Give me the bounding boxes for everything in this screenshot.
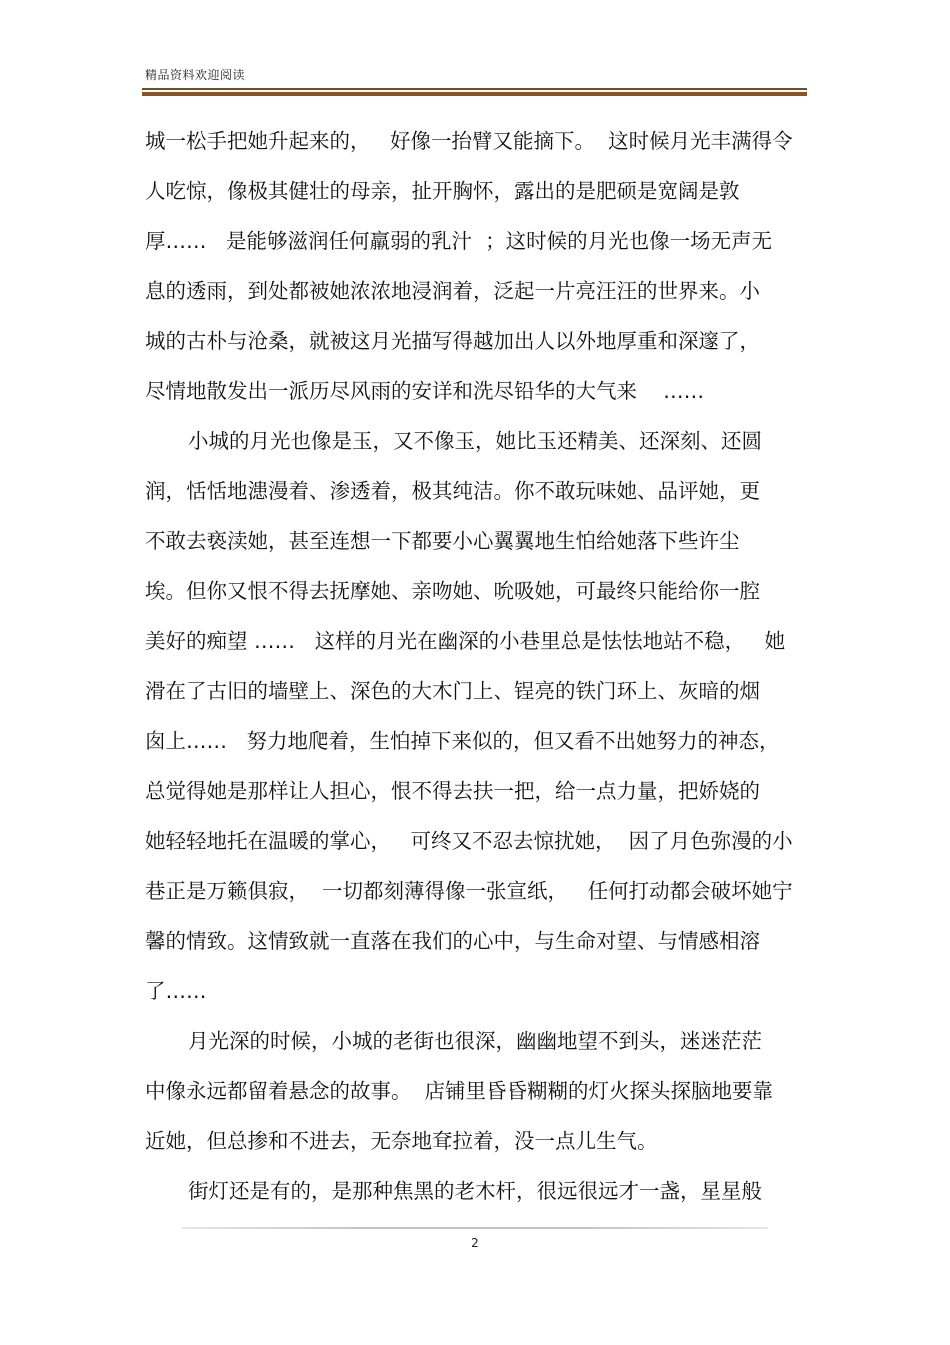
paragraph-start-line: 街灯还是有的，是那种焦黑的老木杆，很远很远才一盏，星星般 — [188, 1179, 762, 1203]
footer-rule — [182, 1227, 768, 1229]
text-line: 滑在了古旧的墙壁上、深色的大木门上、锃亮的铁门环上、灰暗的烟 — [145, 679, 760, 703]
body-text — [145, 122, 805, 1222]
text-line: 息的透雨，到处都被她浓浓地浸润着，泛起一片亮汪汪的世界来。小 — [145, 279, 760, 303]
page-header: 精品资料欢迎阅读 — [145, 68, 246, 82]
text-line: 润，恬恬地漶漫着、渗透着，极其纯洁。你不敢玩味她、品评她，更 — [145, 479, 760, 503]
text-line: 厚…… 是能够滋润任何羸弱的乳汁 ；这时候的月光也像一场无声无 — [145, 229, 773, 253]
text-line: 馨的情致。这情致就一直落在我们的心中，与生命对望、与情感相溶 — [145, 929, 760, 953]
text-line: 她轻轻地托在温暖的掌心， 可终又不忍去惊扰她， 因了月色弥漫的小 — [145, 829, 793, 853]
text-line: 尽情地散发出一派历尽风雨的安详和洗尽铅华的大气来 …… — [145, 379, 705, 403]
header-rule-thick — [142, 92, 807, 96]
text-line: 不敢去亵渎她，甚至连想一下都要小心翼翼地生怕给她落下些许尘 — [145, 529, 740, 553]
text-line: 中像永远都留着悬念的故事。 店铺里昏昏糊糊的灯火探头探脑地要靠 — [145, 1079, 774, 1103]
text-line: 巷正是万籁俱寂， 一切都刻薄得像一张宣纸， 任何打动都会破坏她宁 — [145, 879, 793, 903]
text-line: 埃。但你又恨不得去抚摩她、亲吻她、吮吸她，可最终只能给你一腔 — [145, 579, 760, 603]
paragraph-start-line: 小城的月光也像是玉，又不像玉，她比玉还精美、还深刻、还圆 — [188, 429, 762, 453]
text-line: 了…… — [145, 979, 207, 1003]
text-line: 城一松手把她升起来的， 好像一抬臂又能摘下。 这时候月光丰满得令 — [145, 129, 793, 153]
paragraph-start-line: 月光深的时候，小城的老街也很深，幽幽地望不到头，迷迷茫茫 — [188, 1029, 762, 1053]
text-line: 总觉得她是那样让人担心，恨不得去扶一把，给一点力量，把娇娆的 — [145, 779, 760, 803]
text-line: 近她，但总掺和不进去，无奈地耷拉着，没一点儿生气。 — [145, 1129, 658, 1153]
header-rule-thin — [142, 88, 807, 90]
text-line: 城的古朴与沧桑，就被这月光描写得越加出人以外地厚重和深邃了， — [145, 329, 760, 353]
text-line: 美好的痴望 …… 这样的月光在幽深的小巷里总是怯怯地站不稳， 她 — [145, 629, 786, 653]
page-number: 2 — [471, 1236, 479, 1250]
text-line: 囱上…… 努力地爬着，生怕掉下来似的，但又看不出她努力的神态， — [145, 729, 780, 753]
text-line: 人吃惊，像极其健壮的母亲，扯开胸怀，露出的是肥硕是宽阔是敦 — [145, 179, 740, 203]
